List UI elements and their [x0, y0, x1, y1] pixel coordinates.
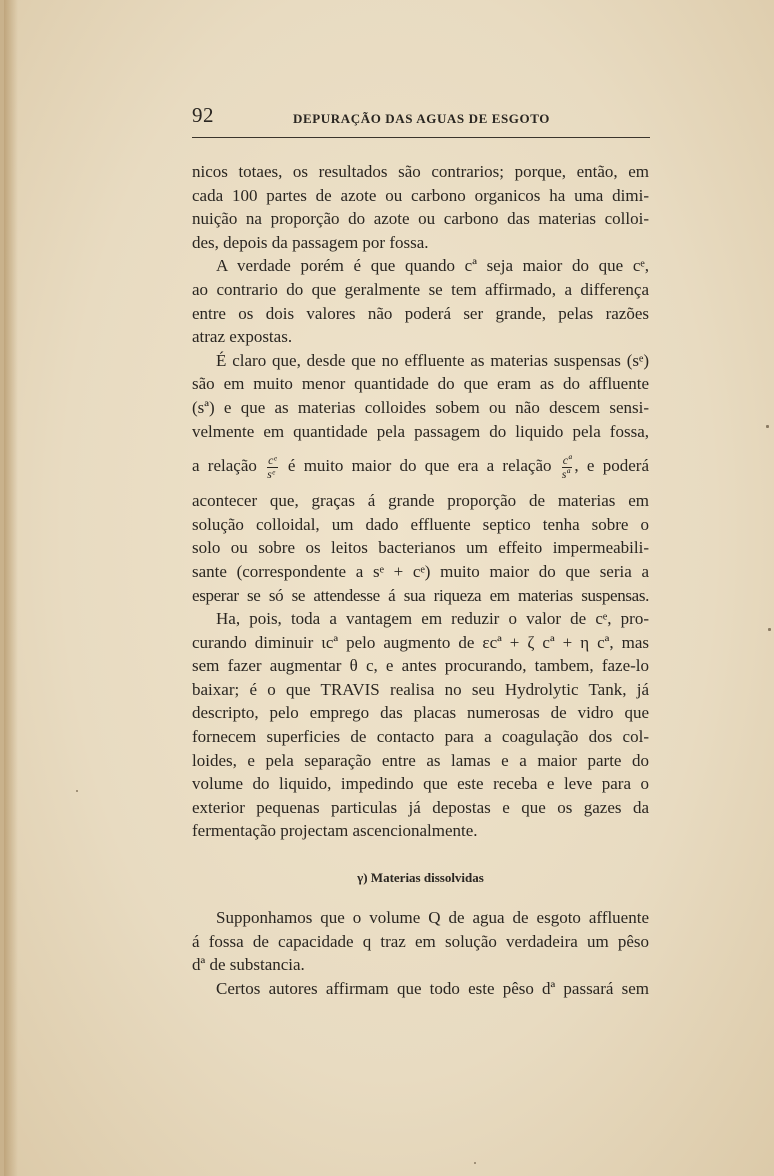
text-line: nicos totaes, os resultados são contrarios; porque, então, em [192, 162, 649, 181]
text-line: Certos autores affirmam que todo este pêso dª passará sem [216, 978, 649, 998]
text-line: descripto, pelo emprego das placas numerosas de vidro que [192, 703, 649, 723]
text-line: fermentação projectam ascencionalmente. [192, 821, 478, 841]
paragraph-2 [192, 254, 649, 348]
paper-speck [76, 790, 78, 792]
ratio-formula-line [192, 443, 649, 489]
text-line: entre os dois valores não poderá ser grande, pelas razões [192, 303, 649, 323]
text-line: nuição na proporção do azote ou carbono das materias colloi- [192, 209, 649, 229]
paper-speck [768, 628, 771, 631]
text-line: Supponhamos que o volume Q de agua de esgoto affluente [216, 908, 649, 927]
text-line: esperar se só se attendesse á sua riqueza em materias suspensas. [192, 585, 649, 605]
text-line: Ha, pois, toda a vantagem em reduzir o valor de cᵉ, pro- [216, 609, 649, 629]
text-line: atraz expostas. [192, 327, 293, 347]
text-line: á fossa de capacidade q traz em solução verdadeira um pêso [192, 931, 649, 951]
text-line: É claro que, desde que no effluente as materias suspensas (sᵉ) [216, 350, 649, 370]
paragraph-3 [192, 349, 649, 607]
ratio-effluent-fraction [267, 454, 277, 481]
paper-speck [474, 1162, 476, 1164]
text-line: solução colloidal, um dado effluente septico tenha sobre o [192, 514, 649, 534]
text-line: velmente em quantidade pela passagem do liquido pela fossa, [192, 421, 649, 441]
main-text [192, 160, 649, 843]
text-line: acontecer que, graças á grande proporção de materias em [192, 491, 649, 511]
paragraph-6 [192, 977, 649, 1001]
text-line: curando diminuir ιcª pelo augmento de εcª + ζ cª + η cª, mas [192, 632, 649, 652]
page-edge-stain [4, 0, 18, 1176]
text-line: fornecem superficies de contacto para a coagulação dos col- [192, 727, 649, 747]
text-line: (sª) e que as materias colloides sobem ou não descem sensi- [192, 397, 649, 417]
formula-prefix: a relação [192, 456, 257, 476]
text-line: solo ou sobre os leitos bacterianos um effeito impermeabili- [192, 538, 649, 558]
paragraph-5 [192, 906, 649, 977]
page-header [192, 103, 650, 138]
text-line: baixar; é o que TRAVIS realisa no seu Hydrolytic Tank, já [192, 679, 649, 699]
text-line: cada 100 partes de azote ou carbono organicos ha uma dimi- [192, 185, 649, 205]
fraction-denominator: sᵉ [267, 466, 275, 481]
text-line: sem fazer augmentar θ c, e antes procurando, tambem, faze-lo [192, 656, 649, 676]
page-number: 92 [192, 103, 214, 127]
formula-middle: é muito maior do que era a relação [287, 456, 552, 476]
paper-speck [766, 425, 769, 428]
main-text-continued [192, 906, 649, 1000]
text-line: sante (correspondente a sᵉ + cᵉ) muito maior do que seria a [192, 561, 649, 581]
text-line: A verdade porém é que quando cª seja maior do que cᵉ, [216, 256, 649, 276]
fraction-numerator: cᵉ [268, 452, 277, 467]
text-line: des, depois da passagem por fossa. [192, 232, 429, 252]
text-line: dª de substancia. [192, 955, 305, 975]
paragraph-4 [192, 607, 649, 843]
fraction-numerator: cª [562, 452, 572, 467]
text-line: exterior pequenas particulas já depostas e que os gazes da [192, 797, 649, 817]
text-line: ao contrario do que geralmente se tem affirmado, a differença [192, 279, 649, 299]
ratio-affluent-fraction [562, 454, 573, 481]
running-title: DEPURAÇÃO DAS AGUAS DE ESGOTO [293, 111, 550, 126]
formula-suffix: , e poderá [574, 456, 649, 476]
text-line: volume do liquido, impedindo que este receba e leve para o [192, 774, 649, 794]
section-heading: γ) Materias dissolvidas [357, 870, 484, 885]
text-line: loides, e pela separação entre as lamas e a maior parte do [192, 750, 649, 770]
paragraph-1 [192, 160, 649, 254]
fraction-denominator: sª [561, 466, 570, 481]
text-line: são em muito menor quantidade do que eram as do affluente [192, 374, 649, 394]
